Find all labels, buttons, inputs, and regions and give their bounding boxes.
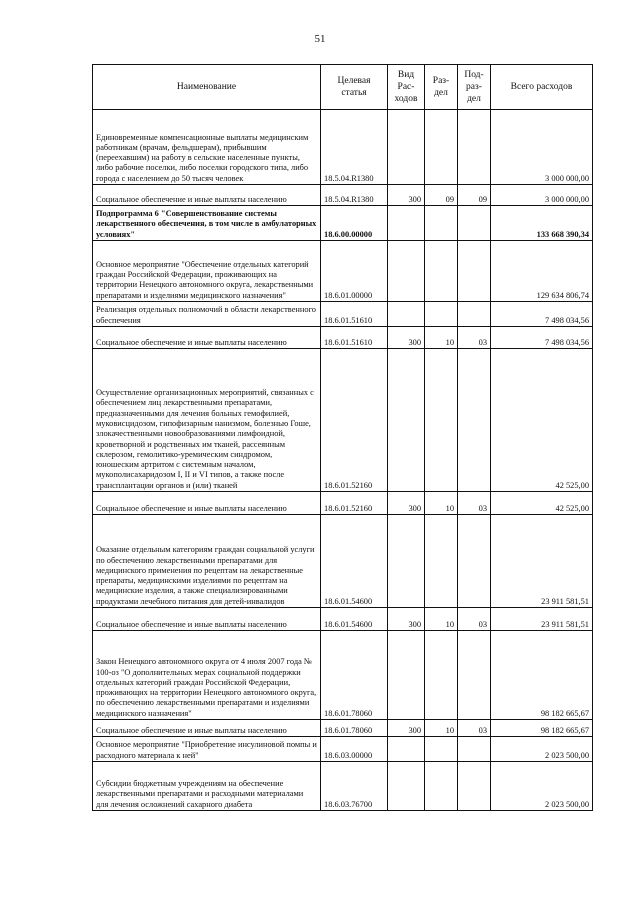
subsection-cell xyxy=(458,737,491,762)
type-cell xyxy=(388,631,425,720)
section-cell: 10 xyxy=(425,327,458,349)
type-cell xyxy=(388,737,425,762)
subsection-cell: 03 xyxy=(458,492,491,515)
type-cell: 300 xyxy=(388,608,425,631)
target-cell: 18.6.01.78060 xyxy=(321,720,388,737)
page-number: 51 xyxy=(314,33,326,45)
amount-cell: 23 911 581,51 xyxy=(491,515,593,608)
header-type: Вид Рас-ходов xyxy=(388,65,425,110)
budget-table xyxy=(92,64,593,811)
target-cell: 18.6.01.54600 xyxy=(321,608,388,631)
table-row xyxy=(93,492,593,515)
table-row xyxy=(93,631,593,720)
target-cell: 18.6.01.52160 xyxy=(321,492,388,515)
header-subsection: Под-раз-дел xyxy=(458,65,491,110)
subsection-cell: 03 xyxy=(458,608,491,631)
table-row xyxy=(93,185,593,206)
header-total: Всего расходов xyxy=(491,65,593,110)
header-section: Раз-дел xyxy=(425,65,458,110)
table-row xyxy=(93,241,593,302)
type-cell xyxy=(388,349,425,492)
amount-cell: 129 634 806,74 xyxy=(491,241,593,302)
section-cell: 09 xyxy=(425,185,458,206)
target-cell: 18.6.01.52160 xyxy=(321,349,388,492)
amount-cell: 23 911 581,51 xyxy=(491,608,593,631)
table-row xyxy=(93,206,593,241)
amount-cell: 7 498 034,56 xyxy=(491,327,593,349)
target-cell: 18.6.00.00000 xyxy=(321,206,388,241)
name-cell: Основное мероприятие "Приобретение инсулиновой помпы и расходного материала к ней" xyxy=(93,737,321,762)
section-cell xyxy=(425,515,458,608)
table-row xyxy=(93,762,593,811)
table-row xyxy=(93,720,593,737)
type-cell xyxy=(388,241,425,302)
table-row xyxy=(93,349,593,492)
target-cell: 18.6.01.00000 xyxy=(321,241,388,302)
name-cell: Социальное обеспечение и иные выплаты населению xyxy=(93,492,321,515)
amount-cell: 2 023 500,00 xyxy=(491,737,593,762)
amount-cell: 42 525,00 xyxy=(491,492,593,515)
table-row xyxy=(93,110,593,185)
target-cell: 18.6.01.51610 xyxy=(321,302,388,327)
subsection-cell xyxy=(458,241,491,302)
name-cell: Реализация отдельных полномочий в области лекарственного обеспечения xyxy=(93,302,321,327)
name-cell: Оказание отдельным категориям граждан социальной услуги по обеспечению лекарственными препаратами для медицинского применения по рецептам на лекарственные препараты, медицинскими изделиями по рецептам на медицинские изделия, а также специализированными продуктами лечебного питания для детей-инвалидов xyxy=(93,515,321,608)
section-cell xyxy=(425,762,458,811)
table-row xyxy=(93,737,593,762)
amount-cell: 3 000 000,00 xyxy=(491,185,593,206)
section-cell: 10 xyxy=(425,608,458,631)
amount-cell: 133 668 390,34 xyxy=(491,206,593,241)
subsection-cell xyxy=(458,762,491,811)
name-cell: Социальное обеспечение и иные выплаты населению xyxy=(93,327,321,349)
subsection-cell: 09 xyxy=(458,185,491,206)
type-cell xyxy=(388,110,425,185)
section-cell xyxy=(425,737,458,762)
name-cell: Субсидии бюджетным учреждениям на обеспечение лекарственными препаратами и расходными материалами для лечения осложнений сахарного диабета xyxy=(93,762,321,811)
name-cell: Осуществление организационных мероприятий, связанных с обеспечением лиц лекарственными препаратами, предназначенными для лечения больных гемофилией, муковисцидозом, гипофизарным нанизмом, болезнью Гоше, злокачественными новообразованиями лимфоидной, кроветворной и родственных им тканей, рассеянным склерозом, гемолитико-уремическим синдромом, юношеским артритом с системным началом, мукополисахаридозом I, II и VI типов, а также после трансплантации органов и (или) тканей xyxy=(93,349,321,492)
subsection-cell: 03 xyxy=(458,720,491,737)
target-cell: 18.6.01.78060 xyxy=(321,631,388,720)
table-row xyxy=(93,515,593,608)
target-cell: 18.5.04.R1380 xyxy=(321,185,388,206)
type-cell xyxy=(388,206,425,241)
target-cell: 18.6.01.54600 xyxy=(321,515,388,608)
name-cell: Закон Ненецкого автономного округа от 4 июля 2007 года № 100-оз "О дополнительных мерах социальной поддержки отдельных категорий граждан Российской Федерации, проживающих на территории Ненецкого автономного округа, по обеспечению лекарственными препаратами и изделиями медицинского назначения" xyxy=(93,631,321,720)
subsection-cell xyxy=(458,515,491,608)
type-cell: 300 xyxy=(388,720,425,737)
subsection-cell xyxy=(458,349,491,492)
name-cell: Социальное обеспечение и иные выплаты населению xyxy=(93,185,321,206)
amount-cell: 42 525,00 xyxy=(491,349,593,492)
subsection-cell xyxy=(458,206,491,241)
section-cell xyxy=(425,110,458,185)
name-cell: Основное мероприятие "Обеспечение отдельных категорий граждан Российской Федерации, проживающих на территории Ненецкого автономного округа, лекарственными препаратами и изделиями медицинского назначения" xyxy=(93,241,321,302)
name-cell: Социальное обеспечение и иные выплаты населению xyxy=(93,608,321,631)
subsection-cell: 03 xyxy=(458,327,491,349)
section-cell xyxy=(425,206,458,241)
section-cell: 10 xyxy=(425,720,458,737)
header-target: Целевая статья xyxy=(321,65,388,110)
table-row xyxy=(93,608,593,631)
type-cell: 300 xyxy=(388,327,425,349)
table-header-row xyxy=(93,65,593,110)
amount-cell: 98 182 665,67 xyxy=(491,631,593,720)
amount-cell: 2 023 500,00 xyxy=(491,762,593,811)
type-cell: 300 xyxy=(388,492,425,515)
table-row xyxy=(93,327,593,349)
target-cell: 18.6.01.51610 xyxy=(321,327,388,349)
header-name: Наименование xyxy=(93,65,321,110)
section-cell xyxy=(425,241,458,302)
name-cell: Социальное обеспечение и иные выплаты населению xyxy=(93,720,321,737)
subsection-cell xyxy=(458,302,491,327)
target-cell: 18.6.03.76700 xyxy=(321,762,388,811)
name-cell: Подпрограмма 6 "Совершенствование системы лекарственного обеспечения, в том числе в амбулаторных условиях" xyxy=(93,206,321,241)
target-cell: 18.6.03.00000 xyxy=(321,737,388,762)
subsection-cell xyxy=(458,110,491,185)
amount-cell: 7 498 034,56 xyxy=(491,302,593,327)
type-cell xyxy=(388,762,425,811)
section-cell xyxy=(425,302,458,327)
type-cell: 300 xyxy=(388,185,425,206)
amount-cell: 98 182 665,67 xyxy=(491,720,593,737)
target-cell: 18.5.04.R1380 xyxy=(321,110,388,185)
section-cell: 10 xyxy=(425,492,458,515)
section-cell xyxy=(425,631,458,720)
name-cell: Единовременные компенсационные выплаты медицинским работникам (врачам, фельдшерам), прибывшим (переехавшим) на работу в сельские населенные пункты, либо рабочие поселки, либо поселки городского типа, либо города с населением до 50 тысяч человек xyxy=(93,110,321,185)
subsection-cell xyxy=(458,631,491,720)
section-cell xyxy=(425,349,458,492)
table-row xyxy=(93,302,593,327)
type-cell xyxy=(388,515,425,608)
amount-cell: 3 000 000,00 xyxy=(491,110,593,185)
type-cell xyxy=(388,302,425,327)
